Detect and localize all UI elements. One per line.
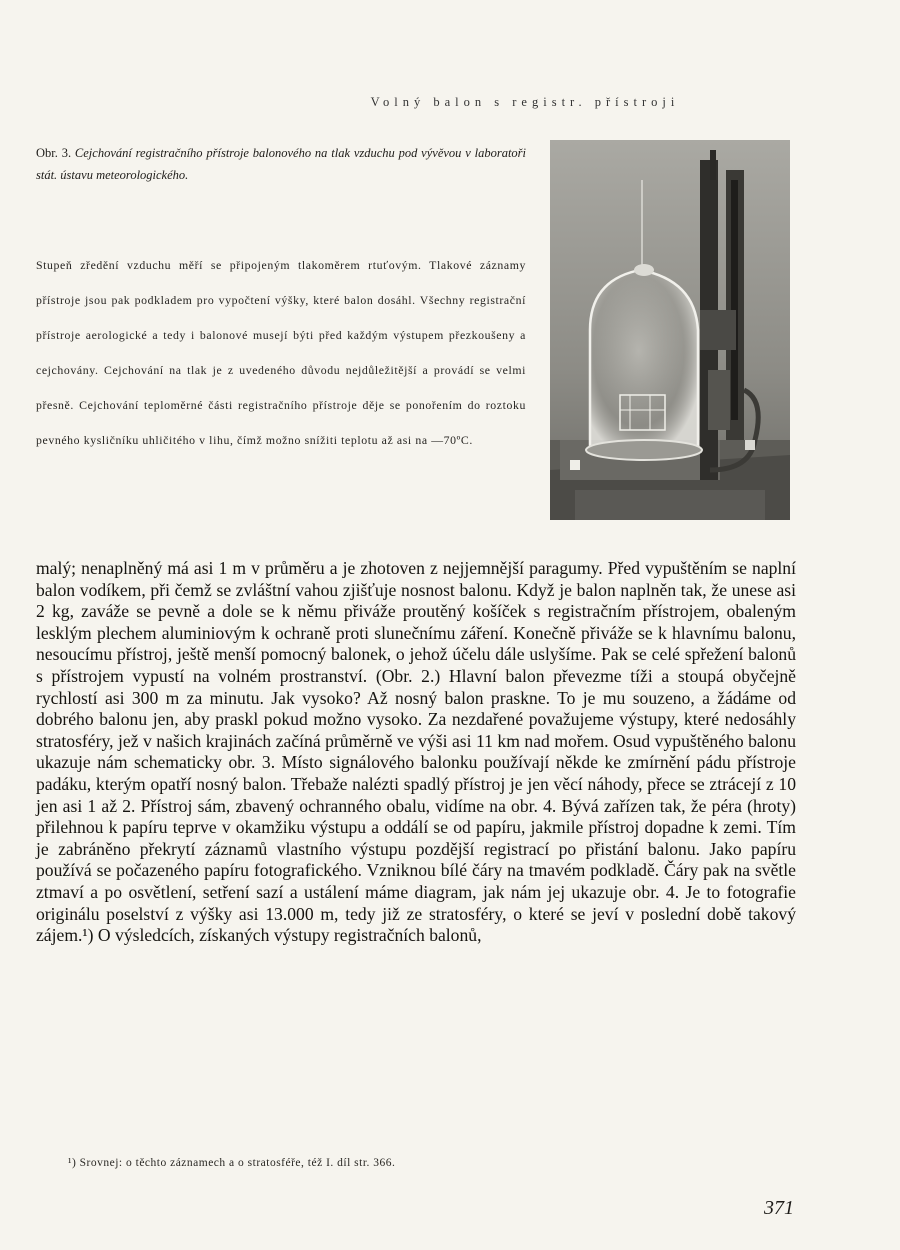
main-paragraph: malý; nenaplněný má asi 1 m v průměru a je zhotoven z nejjemnější paragumy. Před vypuštěním se naplní balon vodíkem, při čemž se zvláštní vahou zjišťuje nosnost balonu. Když je balon naplněn tak, že unese asi 2 kg, zaváže se pevně a dole se k němu přiváže proutěný košíček s registračním přístrojem, obaleným lesklým plechem aluminiovým k ochraně proti slunečnímu záření. Konečně přiváže se k hlavnímu balonu, nesoucímu přístroj, ještě menší pomocný balonek, o jehož účelu dále uslyšíme. Pak se celé spřežení balonů s přístrojem vypustí na volném prostranství. (Obr. 2.) Hlavní balon převezme tíži a stoupá obyčejně rychlostí asi 300 m za minutu. Jak vysoko? Až nosný balon praskne. To je mu souzeno, a žádáme od dobrého balonu jen, aby praskl pokud možno vysoko. Za nezdařené považujeme výstupy, které nedosáhly stratosféry, jež v našich krajinách začíná průměrně ve výši asi 11 km nad mořem. Osud vypuštěného balonu ukazuje nám schematicky obr. 3. Místo signálového balonku používají někde ke zmírnění pádu přístroje padáku, kterým opatří nosný balon. Třebaže nalézti spadlý přístroj je jen věcí náhody, přece se ztrácejí z 10 jen asi 1 až 2. Přístroj sám, zbavený ochranného obalu, vidíme na obr. 4. Bývá zařízen tak, že péra (hroty) přilehnou k papíru teprve v okamžiku výstupu a oddálí se od papíru, jakmile přístroj dopadne k zemi. Tím je zabráněno překrytí záznamů vlastního výstupu pozdější registrací po přistání balonu. Jako papíru používá se počazeného papíru fotografického. Vzniknou bílé čáry na tmavém podkladě. Čáry pak na světle ztmaví a po osvětlení, setření sazí a ustálení máme diagram, jak nám jej ukazuje obr. 4. Je to fotografie originálu poselství z výšky asi 13.000 m, tedy již ze stratosféry, o které se jeví v poslední době takový zájem.¹) O výsledcích, získaných výstupy registračních balonů, bbox=[36, 558, 796, 946]
figure-photo-calibration-apparatus bbox=[550, 140, 790, 520]
running-header: Volný balon s registr. přístroji bbox=[370, 95, 680, 109]
page-number: 371 bbox=[764, 1197, 794, 1219]
figure-caption-label: Obr. 3. bbox=[36, 146, 72, 160]
figure-caption bbox=[36, 142, 526, 186]
figure-caption-text: Cejchování registračního přístroje balonového na tlak vzduchu pod vývěvou v laboratoři stát. ústavu meteorologického. bbox=[36, 146, 527, 182]
side-paragraph: Stupeň zředění vzduchu měří se připojeným tlakoměrem rtuťovým. Tlakové záznamy přístroje jsou pak podkladem pro vypočtení výšky, které balon dosáhl. Všechny registrační přístroje aerologické a tedy i balonové musejí býti před každým výstupem přezkoušeny a cejchovány. Cejchování na tlak je z uvedeného důvodu nejdůležitější a provádí se velmi přesně. Cejchování teploměrné části registračního přístroje děje se ponořením do roztoku pevného kysličníku uhličitého v lihu, čímž možno snížiti teplotu až asi na —70ºC. bbox=[36, 258, 526, 447]
main-text bbox=[36, 558, 796, 947]
photo-illustration bbox=[550, 140, 790, 520]
footnote: ¹) Srovnej: o těchto záznamech a o stratosféře, též I. díl str. 366. bbox=[68, 1157, 396, 1169]
